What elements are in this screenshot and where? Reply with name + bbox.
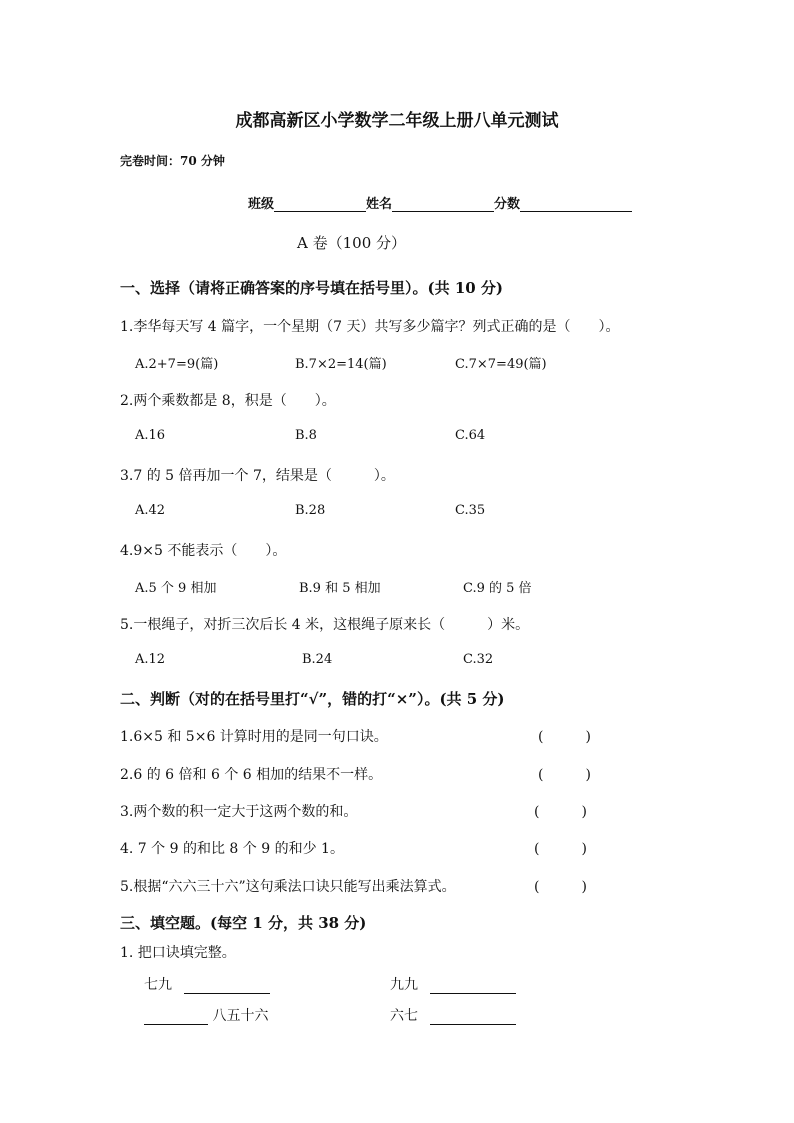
q1-option-a[interactable]: A.2+7=9(篇) bbox=[135, 357, 219, 372]
judge-answer-3[interactable]: ( ) bbox=[534, 804, 587, 820]
time-limit: 完卷时间：70 分钟 bbox=[120, 154, 225, 168]
fill-row-2-left bbox=[144, 1005, 268, 1025]
q2-option-b[interactable]: B.8 bbox=[295, 428, 317, 443]
section-2-heading: 二、判断（对的在括号里打“√”，错的打“×”）。(共 5 分) bbox=[120, 690, 505, 708]
q4-option-c[interactable]: C.9 的 5 倍 bbox=[463, 581, 532, 596]
volume-label: A 卷（100 分） bbox=[297, 234, 406, 252]
fill-blank-qijiu[interactable] bbox=[184, 979, 270, 994]
q5-option-a[interactable]: A.12 bbox=[135, 652, 166, 667]
fill-prompt-qijiu: 七九 bbox=[144, 977, 172, 993]
fill-prompt-liuqi: 六七 bbox=[390, 1008, 418, 1024]
name-label: 姓名 bbox=[366, 197, 393, 212]
judge-item-5: 5.根据“六六三十六”这句乘法口诀只能写出乘法算式。 bbox=[120, 879, 456, 895]
judge-item-3: 3.两个数的积一定大于这两个数的和。 bbox=[120, 804, 358, 820]
judge-item-4: 4. 7 个 9 的和比 8 个 9 的和少 1。 bbox=[120, 841, 344, 857]
judge-answer-1[interactable]: ( ) bbox=[538, 729, 591, 745]
fill-row-1-left bbox=[144, 974, 270, 994]
q4-option-a[interactable]: A.5 个 9 相加 bbox=[135, 581, 217, 596]
question-3: 3.7 的 5 倍再加一个 7，结果是（ ）。 bbox=[120, 468, 395, 484]
fill-blank-liuqi[interactable] bbox=[430, 1010, 516, 1025]
fill-blank-bawushiliu[interactable] bbox=[144, 1010, 208, 1025]
question-2: 2.两个乘数都是 8，积是（ ）。 bbox=[120, 393, 336, 409]
class-label: 班级 bbox=[248, 197, 275, 212]
student-info-row bbox=[248, 193, 632, 212]
q3-option-a[interactable]: A.42 bbox=[135, 503, 166, 518]
name-field[interactable] bbox=[392, 197, 494, 212]
q5-option-b[interactable]: B.24 bbox=[302, 652, 333, 667]
score-label: 分数 bbox=[494, 197, 521, 212]
question-5: 5.一根绳子，对折三次后长 4 米，这根绳子原来长（ ）米。 bbox=[120, 617, 530, 633]
fill-row-1-right bbox=[390, 974, 516, 994]
fill-row-2-right bbox=[390, 1005, 516, 1025]
question-4: 4.9×5 不能表示（ ）。 bbox=[120, 543, 287, 559]
q1-option-b[interactable]: B.7×2=14(篇) bbox=[295, 357, 387, 372]
judge-answer-4[interactable]: ( ) bbox=[534, 841, 587, 857]
fill-prompt-jiujiu: 九九 bbox=[390, 977, 418, 993]
q5-option-c[interactable]: C.32 bbox=[463, 652, 494, 667]
q3-option-b[interactable]: B.28 bbox=[295, 503, 326, 518]
judge-item-2: 2.6 的 6 倍和 6 个 6 相加的结果不一样。 bbox=[120, 767, 383, 783]
class-field[interactable] bbox=[274, 197, 366, 212]
judge-item-1: 1.6×5 和 5×6 计算时用的是同一句口诀。 bbox=[120, 729, 388, 745]
q2-option-a[interactable]: A.16 bbox=[135, 428, 166, 443]
section-1-heading: 一、选择（请将正确答案的序号填在括号里）。(共 10 分) bbox=[120, 279, 504, 297]
q1-option-c[interactable]: C.7×7=49(篇) bbox=[455, 357, 547, 372]
judge-answer-2[interactable]: ( ) bbox=[538, 767, 591, 783]
section-3-heading: 三、填空题。(每空 1 分，共 38 分) bbox=[120, 914, 367, 932]
q3-option-c[interactable]: C.35 bbox=[455, 503, 486, 518]
fill-blank-jiujiu[interactable] bbox=[430, 979, 516, 994]
fill-question-1: 1. 把口诀填完整。 bbox=[120, 945, 236, 961]
fill-prompt-bawushiliu: 八五十六 bbox=[212, 1008, 269, 1024]
q4-option-b[interactable]: B.9 和 5 相加 bbox=[299, 581, 381, 596]
score-field[interactable] bbox=[520, 197, 632, 212]
question-1: 1.李华每天写 4 篇字，一个星期（7 天）共写多少篇字？列式正确的是（ ）。 bbox=[120, 319, 620, 335]
q2-option-c[interactable]: C.64 bbox=[455, 428, 486, 443]
page-title: 成都高新区小学数学二年级上册八单元测试 bbox=[235, 111, 559, 131]
judge-answer-5[interactable]: ( ) bbox=[534, 879, 587, 895]
